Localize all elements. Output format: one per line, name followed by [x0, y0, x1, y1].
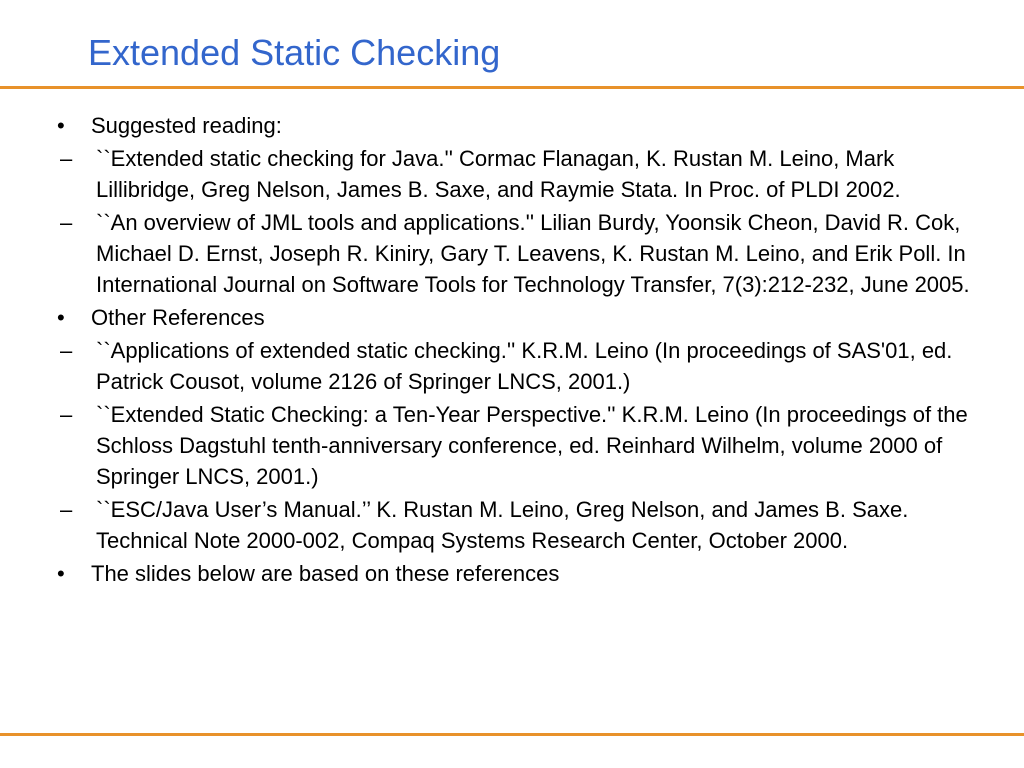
reference-text: ``Extended static checking for Java.'' Cormac Flanagan, K. Rustan M. Leino, Mark Lillibridge, Greg Nelson, James B. Saxe, and Raymie Stata. In Proc. of PLDI 2002.	[96, 146, 901, 202]
bullet-marker: •	[57, 305, 65, 330]
sub-item	[50, 335, 980, 397]
bottom-divider	[0, 733, 1024, 736]
bullet-marker: •	[57, 113, 65, 138]
dash-marker: –	[60, 146, 73, 171]
reference-text: ``An overview of JML tools and applications.'' Lilian Burdy, Yoonsik Cheon, David R. Cok, Michael D. Ernst, Joseph R. Kiniry, Gary T. Leavens, K. Rustan M. Leino, and Erik Poll. In International Journal on Software Tools for Technology Transfer, 7(3):212-232, June 2005.	[96, 210, 970, 297]
bullet-item	[50, 558, 980, 589]
sub-list	[50, 143, 980, 300]
sub-item	[50, 143, 980, 205]
dash-marker: –	[60, 497, 73, 522]
bullet-item	[50, 110, 980, 141]
reference-text: ``Applications of extended static checking.'' K.R.M. Leino (In proceedings of SAS'01, ed. Patrick Cousot, volume 2126 of Springer LNCS, 2001.)	[96, 338, 953, 394]
sub-list	[50, 335, 980, 556]
dash-marker: –	[60, 338, 73, 363]
dash-marker: –	[60, 402, 73, 427]
bullet-item	[50, 302, 980, 333]
bullet-text: The slides below are based on these references	[91, 561, 560, 586]
sub-item	[50, 207, 980, 300]
bullet-marker: •	[57, 561, 65, 586]
reference-text: ``ESC/Java User’s Manual.’’ K. Rustan M. Leino, Greg Nelson, and James B. Saxe. Technical Note 2000-002, Compaq Systems Research Center, October 2000.	[96, 497, 909, 553]
top-divider	[0, 86, 1024, 89]
bullet-text: Suggested reading:	[91, 113, 282, 138]
slide-content	[50, 110, 980, 591]
bullet-text: Other References	[91, 305, 265, 330]
dash-marker: –	[60, 210, 73, 235]
reference-text: ``Extended Static Checking: a Ten-Year Perspective.'' K.R.M. Leino (In proceedings of the Schloss Dagstuhl tenth-anniversary conference, ed. Reinhard Wilhelm, volume 2000 of Springer LNCS, 2001.)	[96, 402, 968, 489]
slide-title: Extended Static Checking	[88, 32, 501, 73]
sub-item	[50, 494, 980, 556]
sub-item	[50, 399, 980, 492]
